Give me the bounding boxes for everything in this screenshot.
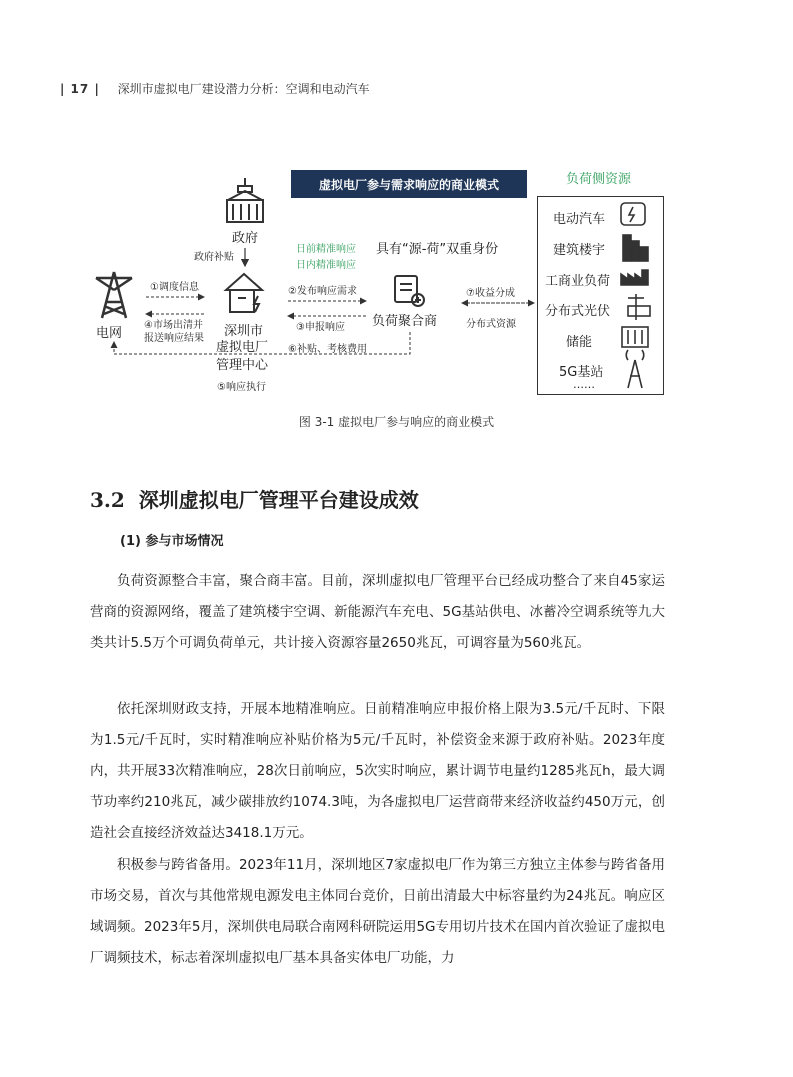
diagram-graphics — [0, 0, 793, 440]
distributed-label: 分布式资源 — [466, 319, 516, 330]
government-icon — [227, 178, 263, 222]
center-label-1: 深圳市 — [224, 324, 264, 339]
market-clear-label-1: ④市场出清并 — [144, 320, 203, 331]
center-label-2: 虚拟电厂 — [216, 340, 269, 355]
revenue-share-label: ⑦收益分成 — [466, 288, 515, 299]
load-side-title: 负荷侧资源 — [566, 172, 632, 187]
dispatch-info-label: ①调度信息 — [150, 282, 199, 293]
day-ahead-label: 日前精准响应 — [296, 244, 356, 255]
section-title — [90, 484, 419, 513]
gov-subsidy-label: 政府补贴 — [194, 252, 234, 263]
dual-identity-label: 具有“源-荷”双重身份 — [376, 242, 499, 257]
section-number: 3.2 — [90, 488, 125, 512]
report-response-label: ③申报响应 — [296, 322, 345, 333]
model-banner: 虚拟电厂参与需求响应的商业模式 — [291, 170, 527, 198]
vpp-center-icon — [226, 274, 262, 312]
load-item-building: 建筑楼宇 — [553, 243, 606, 258]
grid-label: 电网 — [96, 326, 123, 341]
subsection-title: (1) 参与市场情况 — [120, 534, 224, 549]
intraday-label: 日内精准响应 — [296, 260, 356, 271]
section-heading: 深圳虚拟电厂管理平台建设成效 — [138, 488, 419, 512]
page-number: | 17 | — [60, 82, 100, 96]
paragraph-1: 负荷资源整合丰富，聚合商丰富。目前，深圳虚拟电厂管理平台已经成功整合了来自45家运营商的资源网络，覆盖了建筑楼宇空调、新能源汽车充电、5G基站供电、冰蓄冷空调系统等九大类共计5.5万个可调负荷单元，共计接入资源容量2650兆瓦，可调容量为560兆瓦。 — [90, 573, 665, 651]
publish-demand-label: ②发布响应需求 — [288, 286, 357, 297]
center-label-3: 管理中心 — [216, 358, 269, 373]
load-item-more: …… — [573, 378, 595, 391]
load-item-pv: 分布式光伏 — [545, 304, 611, 319]
business-model-diagram — [0, 0, 793, 440]
aggregator-label: 负荷聚合商 — [372, 314, 438, 329]
aggregator-icon — [395, 276, 424, 306]
header-title: 深圳市虚拟电厂建设潜力分析：空调和电动汽车 — [117, 82, 370, 96]
paragraph-3: 积极参与跨省备用。2023年11月，深圳地区7家虚拟电厂作为第三方独立主体参与跨省备用市场交易，首次与其他常规电源发电主体同台竞价，日前出清最大中标容量约为24兆瓦。响应区域调频。2023年5月，深圳供电局联合南网科研院运用5G专用切片技术在国内首次验证了虚拟电厂调频技术，标志着深圳虚拟电厂基本具备实体电厂功能，力 — [90, 857, 665, 966]
government-label: 政府 — [232, 231, 259, 246]
load-item-storage: 储能 — [566, 335, 593, 350]
load-item-ev: 电动汽车 — [553, 212, 606, 227]
grid-tower-icon — [96, 272, 132, 318]
load-item-commercial: 工商业负荷 — [545, 274, 611, 289]
load-item-5g: 5G基站 — [559, 365, 604, 380]
execute-label: ⑤响应执行 — [217, 382, 266, 393]
figure-caption: 图 3-1 虚拟电厂参与响应的商业模式 — [298, 415, 495, 429]
market-clear-label-2: 报送响应结果 — [144, 333, 204, 344]
subsidy-fee-label: ⑥补贴、考核费用 — [288, 344, 367, 355]
paragraph-2: 依托深圳财政支持，开展本地精准响应。日前精准响应申报价格上限为3.5元/千瓦时、下限为1.5元/千瓦时，实时精准响应补贴价格为5元/千瓦时，补偿资金来源于政府补贴。2023年度内，共开展33次精准响应，28次日前响应，5次实时响应，累计调节电量约1285兆瓦h，最大调节功率约210兆瓦，减少碳排放约1074.3吨，为各虚拟电厂运营商带来经济收益约450万元，创造社会直接经济效益达3418.1万元。 — [90, 701, 665, 841]
